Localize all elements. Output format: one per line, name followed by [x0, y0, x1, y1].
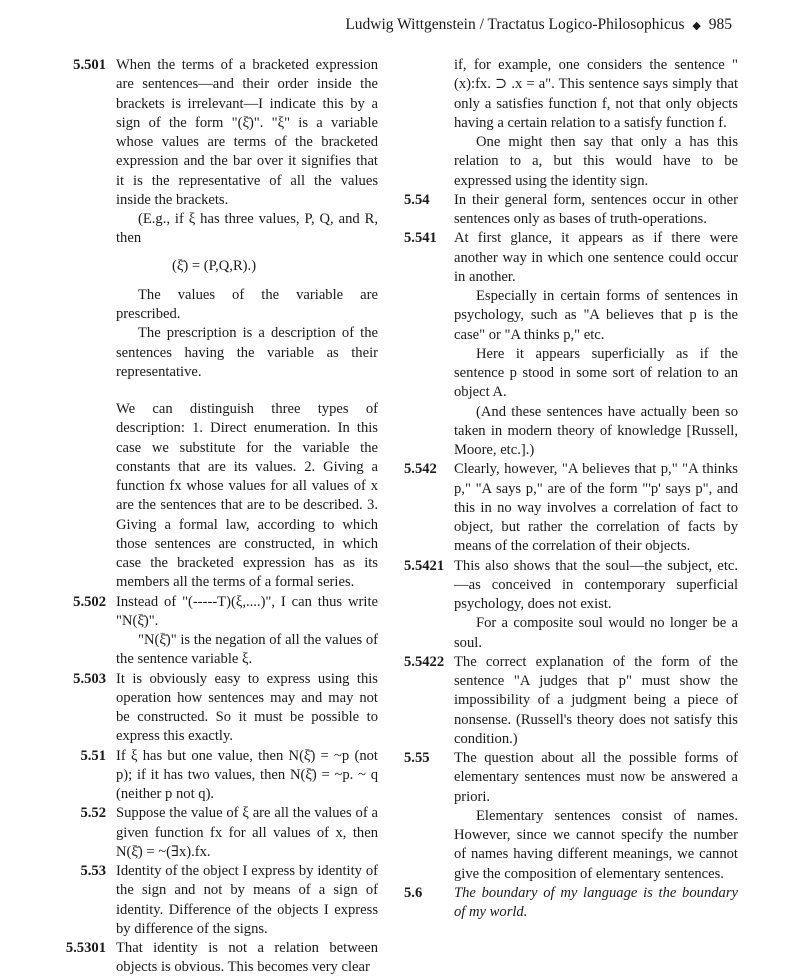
- paragraph: (E.g., if ξ has three values, P, Q, and R, then: [116, 211, 378, 247]
- section-number: 5.503: [73, 670, 106, 687]
- paragraph: This also shows that the soul—the subject, etc.—as conceived in contemporary superficial psychology, does not exist.: [454, 557, 738, 612]
- section-number: 5.52: [80, 805, 106, 822]
- section-number: 5.54: [404, 191, 430, 208]
- section-number: 5.541: [404, 230, 437, 247]
- section-number: 5.5422: [404, 653, 445, 670]
- section-5-5421: [404, 557, 738, 653]
- paragraph: Elementary sentences consist of names. However, since we cannot specify the number of names having different meanings, we cannot give the composition of elementary sentences.: [454, 807, 738, 882]
- paragraph: We can distinguish three types of description: 1. Direct enumeration. In this case we substitute for the variable the constants that are its values. 2. Giving a function fx whose values for all values of x are the sentences that are to be described. 3. Giving a formal law, according to which those sentences are constructed, in which case the bracketed expression has as its members all the terms of a formal series.: [116, 401, 378, 591]
- paragraph: In their general form, sentences occur in other sentences only as bases of truth-operations.: [454, 191, 738, 227]
- paragraph: That identity is not a relation between objects is obvious. This becomes very clear: [116, 940, 378, 976]
- section-5-6: [404, 884, 738, 923]
- header-title: Ludwig Wittgenstein / Tractatus Logico-Philosophicus: [345, 16, 685, 33]
- paragraph: When the terms of a bracketed expression are sentences—and their order inside the brackets is irrelevant—I indicate this by a sign of the form "(ξ̄)". "ξ" is a variable whose values are terms of the bracketed expression and the bar over it signifies that it is the representative of all the values inside the brackets.: [116, 57, 378, 208]
- section-number: 5.53: [80, 863, 106, 879]
- section-5-541: [404, 229, 738, 460]
- paragraph: The correct explanation of the form of the sentence "A judges that p" must show the impossibility of a judgment being a piece of nonsense. (Russell's theory does not satisfy this condition.): [454, 653, 738, 747]
- section-5-52: [40, 804, 378, 862]
- paragraph: One might then say that only a has this relation to a, but this would have to be expressed using the identity sign.: [454, 134, 738, 189]
- paragraph: If ξ has but one value, then N(ξ̄) = ~p (not p); if it has two values, then N(ξ̄) = ~p. ~ q (neither p not q).: [116, 747, 378, 802]
- section-5-5422: [404, 653, 738, 749]
- section-number: 5.5301: [65, 940, 106, 956]
- section-5-501: [40, 56, 378, 593]
- paragraph: The prescription is a description of the sentences having the variable as their representative.: [116, 325, 378, 380]
- paragraph: "N(ξ̄)" is the negation of all the values of the sentence variable ξ.: [116, 632, 378, 668]
- section-5-503: [40, 670, 378, 747]
- paragraph: Clearly, however, "A believes that p," "A thinks p," "A says p," are of the form "'p' says p", and this in no way involves a correlation of fact to object, but rather the correlation of facts by means of the correlation of their objects.: [454, 461, 738, 555]
- section-number: 5.501: [73, 57, 106, 73]
- paragraph: The boundary of my language is the boundary of my world.: [454, 884, 738, 920]
- paragraph: Suppose the value of ξ are all the values of a given function fx for all values of x, then N(ξ̄) = ~(∃x).fx.: [116, 805, 378, 860]
- section-number: 5.5421: [404, 557, 445, 574]
- section-number: 5.502: [73, 593, 106, 610]
- right-column: [404, 56, 738, 922]
- section-number: 5.55: [404, 750, 430, 766]
- paragraph: For a composite soul would no longer be a soul.: [454, 615, 738, 651]
- paragraph: At first glance, it appears as if there were another way in which one sentence could occur in another.: [454, 230, 738, 285]
- section-number: 5.542: [404, 461, 437, 478]
- section-number: 5.51: [80, 747, 106, 764]
- paragraph: Identity of the object I express by identity of the sign and not by means of a sign of identity. Difference of the objects I express by difference of the signs.: [116, 863, 378, 937]
- paragraph: The values of the variable are prescribed.: [116, 286, 378, 322]
- paragraph: Especially in certain forms of sentences in psychology, such as "A believes that p is the case" or "A thinks p," etc.: [454, 288, 738, 343]
- section-number: 5.6: [404, 884, 423, 901]
- section-5-54: [404, 191, 738, 230]
- formula: (ξ̄) = (P,Q,R).): [172, 257, 257, 274]
- paragraph: It is obviously easy to express using this operation how sentences may and may not be constructed. So it must be possible to express this exactly.: [116, 670, 378, 745]
- section-5-51: [40, 747, 378, 805]
- diamond-icon: ◆: [692, 20, 701, 32]
- section-5-55: [404, 749, 738, 884]
- section-5-5301: [40, 939, 378, 978]
- section-5-53: [40, 862, 378, 939]
- paragraph: Instead of "(-----T)(ξ,....)", I can thus write "N(ξ̄)".: [116, 593, 378, 629]
- section-5-542: [404, 460, 738, 556]
- paragraph: Here it appears superficially as if the sentence p stood in some sort of relation to an object A.: [454, 345, 738, 401]
- left-column: [40, 56, 378, 978]
- paragraph: (And these sentences have actually been so taken in modern theory of knowledge [Russell, Moore, etc.].): [454, 403, 738, 458]
- paragraph: The question about all the possible forms of elementary sentences must now be answered a priori.: [454, 750, 738, 805]
- paragraph: if, for example, one considers the sentence "(x):fx. ⊃ .x = a". This sentence says simply that only a satisfies function f, not that only objects having a certain relation to a satisfy function f.: [454, 57, 738, 131]
- section-5-5301-continued: [414, 56, 738, 191]
- running-header: [345, 16, 732, 34]
- section-5-502: [40, 593, 378, 670]
- page-number: 985: [708, 16, 732, 33]
